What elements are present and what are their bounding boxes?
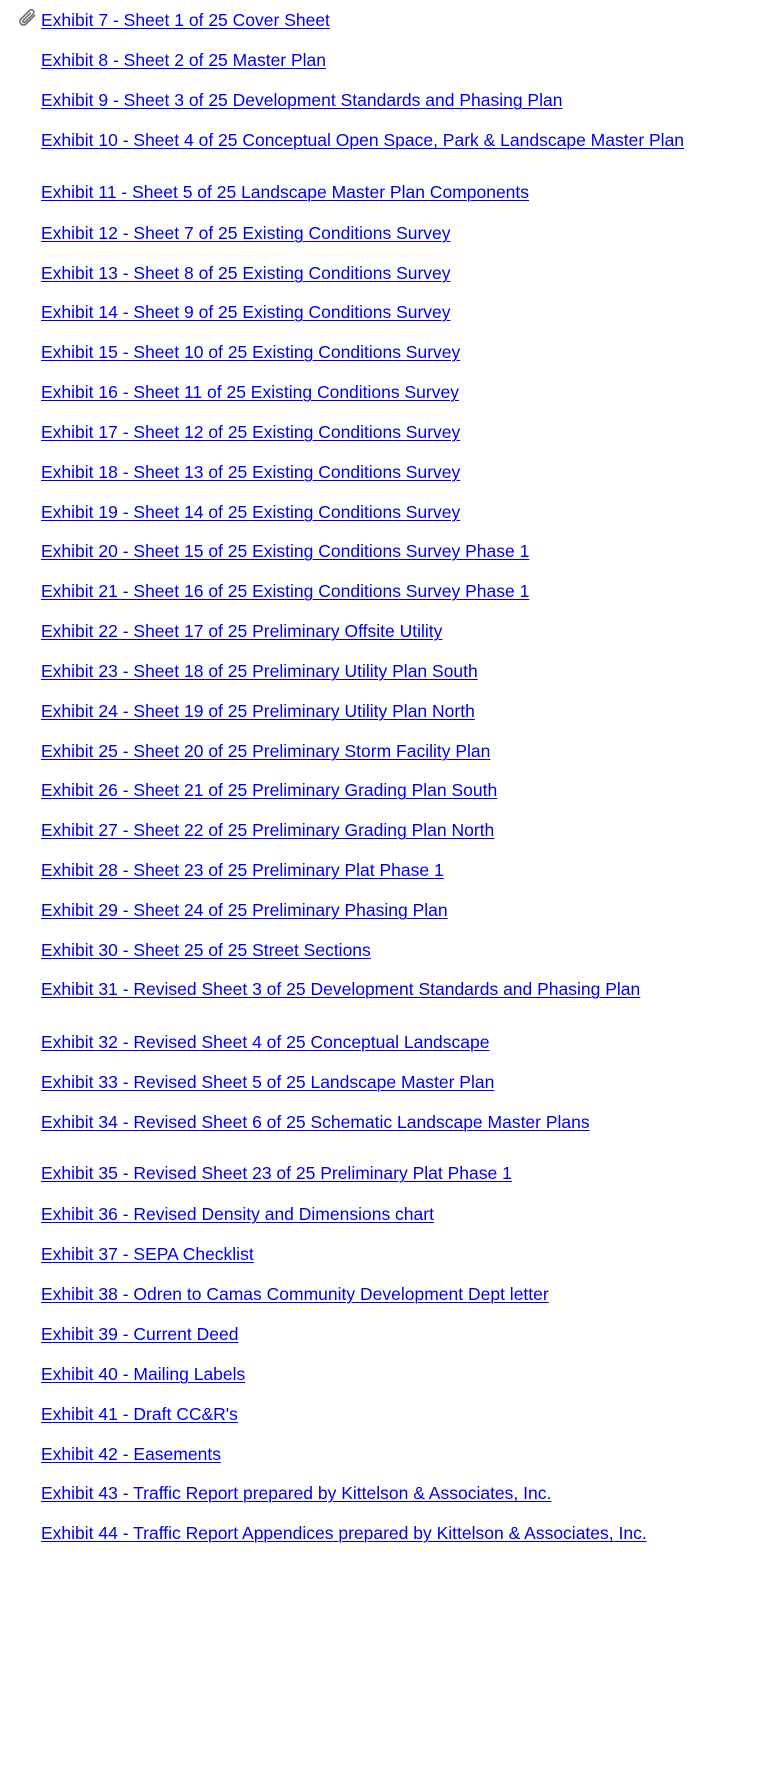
list-item bbox=[41, 341, 706, 363]
exhibit-37-link[interactable]: Exhibit 37 - SEPA Checklist bbox=[41, 1244, 254, 1264]
exhibit-43-link[interactable]: Exhibit 43 - Traffic Report prepared by Kittelson & Associates, Inc. bbox=[41, 1483, 552, 1503]
exhibit-38-link[interactable]: Exhibit 38 - Odren to Camas Community Development Dept letter bbox=[41, 1284, 549, 1304]
exhibit-26-link[interactable]: Exhibit 26 - Sheet 21 of 25 Preliminary Grading Plan South bbox=[41, 780, 498, 800]
list-item bbox=[41, 181, 706, 203]
exhibit-8-link[interactable]: Exhibit 8 - Sheet 2 of 25 Master Plan bbox=[41, 50, 327, 70]
exhibit-25-link[interactable]: Exhibit 25 - Sheet 20 of 25 Preliminary Storm Facility Plan bbox=[41, 741, 491, 761]
list-item bbox=[41, 1482, 706, 1504]
exhibit-20-link[interactable]: Exhibit 20 - Sheet 15 of 25 Existing Conditions Survey Phase 1 bbox=[41, 541, 530, 561]
exhibit-34-link[interactable]: Exhibit 34 - Revised Sheet 6 of 25 Schematic Landscape Master Plans bbox=[41, 1112, 590, 1132]
exhibit-42-link[interactable]: Exhibit 42 - Easements bbox=[41, 1444, 221, 1464]
exhibit-14-link[interactable]: Exhibit 14 - Sheet 9 of 25 Existing Conditions Survey bbox=[41, 302, 451, 322]
exhibit-7-link[interactable]: Exhibit 7 - Sheet 1 of 25 Cover Sheet bbox=[41, 10, 330, 30]
list-item bbox=[41, 89, 706, 111]
exhibit-11-link[interactable]: Exhibit 11 - Sheet 5 of 25 Landscape Master Plan Components bbox=[41, 182, 530, 202]
list-item bbox=[41, 1403, 706, 1425]
list-item bbox=[41, 899, 706, 921]
list-item bbox=[41, 1203, 706, 1225]
list-item bbox=[41, 1071, 706, 1093]
list-item bbox=[41, 978, 706, 1000]
exhibit-15-link[interactable]: Exhibit 15 - Sheet 10 of 25 Existing Conditions Survey bbox=[41, 342, 461, 362]
list-item bbox=[41, 1031, 706, 1053]
list-item bbox=[41, 222, 706, 244]
list-item bbox=[41, 700, 706, 722]
list-item bbox=[41, 660, 706, 682]
exhibit-39-link[interactable]: Exhibit 39 - Current Deed bbox=[41, 1324, 239, 1344]
exhibit-13-link[interactable]: Exhibit 13 - Sheet 8 of 25 Existing Conditions Survey bbox=[41, 263, 451, 283]
list-item bbox=[41, 740, 706, 762]
list-item bbox=[41, 779, 706, 801]
exhibit-29-link[interactable]: Exhibit 29 - Sheet 24 of 25 Preliminary Phasing Plan bbox=[41, 900, 448, 920]
exhibit-28-link[interactable]: Exhibit 28 - Sheet 23 of 25 Preliminary Plat Phase 1 bbox=[41, 860, 444, 880]
exhibit-32-link[interactable]: Exhibit 32 - Revised Sheet 4 of 25 Conceptual Landscape bbox=[41, 1032, 490, 1052]
list-item bbox=[41, 129, 706, 151]
list-item bbox=[41, 262, 706, 284]
exhibit-18-link[interactable]: Exhibit 18 - Sheet 13 of 25 Existing Conditions Survey bbox=[41, 462, 461, 482]
exhibit-33-link[interactable]: Exhibit 33 - Revised Sheet 5 of 25 Landscape Master Plan bbox=[41, 1072, 495, 1092]
list-item bbox=[41, 501, 706, 523]
exhibit-19-link[interactable]: Exhibit 19 - Sheet 14 of 25 Existing Conditions Survey bbox=[41, 502, 461, 522]
list-item bbox=[41, 1443, 706, 1465]
exhibit-21-link[interactable]: Exhibit 21 - Sheet 16 of 25 Existing Conditions Survey Phase 1 bbox=[41, 581, 530, 601]
list-item bbox=[41, 580, 706, 602]
exhibit-35-link[interactable]: Exhibit 35 - Revised Sheet 23 of 25 Preliminary Plat Phase 1 bbox=[41, 1163, 512, 1183]
list-item bbox=[41, 381, 706, 403]
list-item bbox=[41, 620, 706, 642]
exhibit-41-link[interactable]: Exhibit 41 - Draft CC&R's bbox=[41, 1404, 238, 1424]
list-item bbox=[41, 1522, 706, 1544]
list-item bbox=[41, 1283, 706, 1305]
list-item bbox=[41, 421, 706, 443]
exhibit-40-link[interactable]: Exhibit 40 - Mailing Labels bbox=[41, 1364, 246, 1384]
exhibit-17-link[interactable]: Exhibit 17 - Sheet 12 of 25 Existing Conditions Survey bbox=[41, 422, 461, 442]
list-item bbox=[41, 1111, 706, 1133]
list-item bbox=[41, 1323, 706, 1345]
list-item bbox=[41, 301, 706, 323]
list-item bbox=[41, 1162, 706, 1184]
list-item bbox=[41, 939, 706, 961]
list-item bbox=[41, 9, 706, 31]
exhibit-10-link[interactable]: Exhibit 10 - Sheet 4 of 25 Conceptual Open Space, Park & Landscape Master Plan bbox=[41, 130, 685, 150]
exhibit-22-link[interactable]: Exhibit 22 - Sheet 17 of 25 Preliminary Offsite Utility bbox=[41, 621, 443, 641]
paperclip-icon bbox=[18, 9, 38, 31]
list-item bbox=[41, 859, 706, 881]
exhibit-27-link[interactable]: Exhibit 27 - Sheet 22 of 25 Preliminary Grading Plan North bbox=[41, 820, 495, 840]
exhibit-24-link[interactable]: Exhibit 24 - Sheet 19 of 25 Preliminary Utility Plan North bbox=[41, 701, 475, 721]
list-item bbox=[41, 49, 706, 71]
exhibit-36-link[interactable]: Exhibit 36 - Revised Density and Dimensions chart bbox=[41, 1204, 434, 1224]
list-item bbox=[41, 540, 706, 562]
exhibit-30-link[interactable]: Exhibit 30 - Sheet 25 of 25 Street Sections bbox=[41, 940, 371, 960]
exhibit-16-link[interactable]: Exhibit 16 - Sheet 11 of 25 Existing Conditions Survey bbox=[41, 382, 459, 402]
exhibit-31-link[interactable]: Exhibit 31 - Revised Sheet 3 of 25 Development Standards and Phasing Plan bbox=[41, 979, 641, 999]
list-item bbox=[41, 1243, 706, 1265]
exhibit-12-link[interactable]: Exhibit 12 - Sheet 7 of 25 Existing Conditions Survey bbox=[41, 223, 451, 243]
list-item bbox=[41, 461, 706, 483]
exhibit-23-link[interactable]: Exhibit 23 - Sheet 18 of 25 Preliminary Utility Plan South bbox=[41, 661, 478, 681]
exhibit-9-link[interactable]: Exhibit 9 - Sheet 3 of 25 Development Standards and Phasing Plan bbox=[41, 90, 563, 110]
list-item bbox=[41, 1363, 706, 1385]
list-item bbox=[41, 819, 706, 841]
exhibit-44-link[interactable]: Exhibit 44 - Traffic Report Appendices prepared by Kittelson & Associates, Inc. bbox=[41, 1523, 647, 1543]
